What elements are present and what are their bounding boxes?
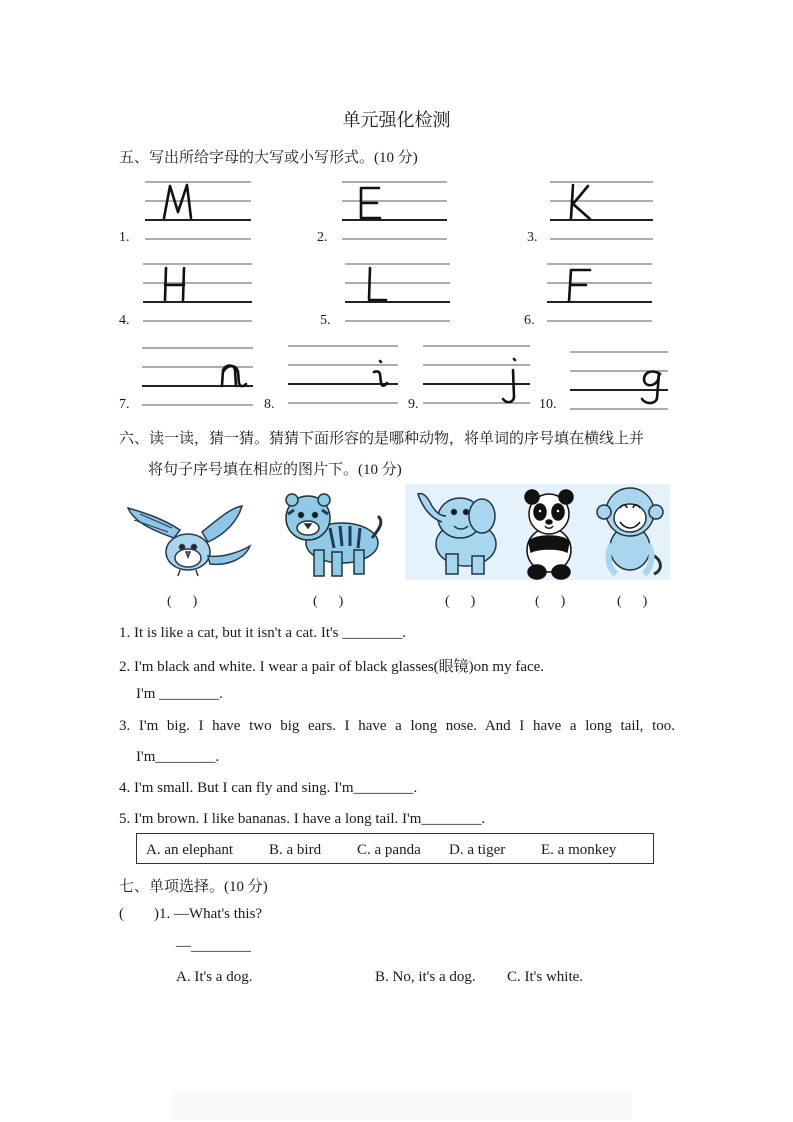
item-number-3: 3. [527,230,538,245]
item-number-6: 6. [524,313,535,328]
section-6-heading-cont: 将句子序号填在相应的图片下。(10 分) [148,462,402,478]
letter-L-glyph [369,268,386,300]
option-b: B. a bird [269,842,322,858]
item-number-8: 8. [264,397,275,412]
letter-g-glyph [642,372,660,403]
sentence-3: 3. I'm big. I have two big ears. I have a long nose. And I have a long tail, too. [119,718,675,734]
elephant-icon [410,486,505,581]
item-number-1: 1. [119,230,130,245]
writing-lines-2 [342,182,447,239]
panda-answer-blank[interactable]: ( ) [535,594,566,609]
bird-answer-blank[interactable]: ( ) [167,594,198,609]
panda-icon [519,488,579,582]
writing-lines-1 [145,182,251,239]
letter-writing-grid [0,0,793,420]
letter-K-glyph [571,185,590,219]
writing-lines-6 [547,264,652,321]
sentence-3-answer: I'm________. [136,749,220,765]
sentence-5: 5. I'm brown. I like bananas. I have a long tail. I'm________. [119,811,486,827]
sentence-1: 1. It is like a cat, but it isn't a cat. It's ________. [119,625,407,641]
option-d: D. a tiger [449,842,506,858]
letter-j-glyph [503,359,515,402]
letter-E-glyph [361,188,380,218]
writing-lines-3 [550,182,653,239]
letter-M-glyph [164,185,191,218]
footer-band [172,1090,632,1120]
writing-lines-5 [345,264,450,321]
sentence-4: 4. I'm small. But I can fly and sing. I'm________. [119,780,418,796]
question-1: ( )1. —What's this? [119,906,263,922]
tiger-answer-blank[interactable]: ( ) [313,594,344,609]
section-6-heading: 六、读一读，猜一猜。猜猜下面形容的是哪种动物，将单词的序号填在横线上并 [119,431,645,447]
q1-option-a: A. It's a dog. [176,969,253,985]
q1-option-c: C. It's white. [507,969,584,985]
elephant-answer-blank[interactable]: ( ) [445,594,476,609]
q1-option-b: B. No, it's a dog. [375,969,476,985]
item-number-10: 10. [539,397,557,412]
option-a: A. an elephant [146,842,234,858]
tiger-icon [280,488,385,583]
monkey-answer-blank[interactable]: ( ) [617,594,648,609]
writing-lines-4 [143,264,252,321]
writing-lines-8 [288,346,398,403]
sentence-2: 2. I'm black and white. I wear a pair of black glasses(眼镜)on my face. [119,659,545,675]
item-number-7: 7. [119,397,130,412]
option-c: C. a panda [357,842,421,858]
item-number-9: 9. [408,397,419,412]
section-7-heading: 七、单项选择。(10 分) [119,879,268,895]
bird-icon [122,500,257,580]
word-options-box [136,833,654,864]
question-1-answer-line: —________ [176,938,251,954]
letter-F-glyph [569,270,590,301]
sentence-2-answer: I'm ________. [136,686,223,702]
monkey-icon [592,484,668,580]
letter-H-glyph [165,268,184,300]
option-e: E. a monkey [541,842,617,858]
page-title: 单元强化检测 [342,110,451,130]
item-number-2: 2. [317,230,328,245]
item-number-4: 4. [119,313,130,328]
writing-lines-10 [570,352,668,409]
section-5-heading: 五、写出所给字母的大写或小写形式。(10 分) [119,150,418,166]
letter-n-glyph [222,366,246,387]
item-number-5: 5. [320,313,331,328]
